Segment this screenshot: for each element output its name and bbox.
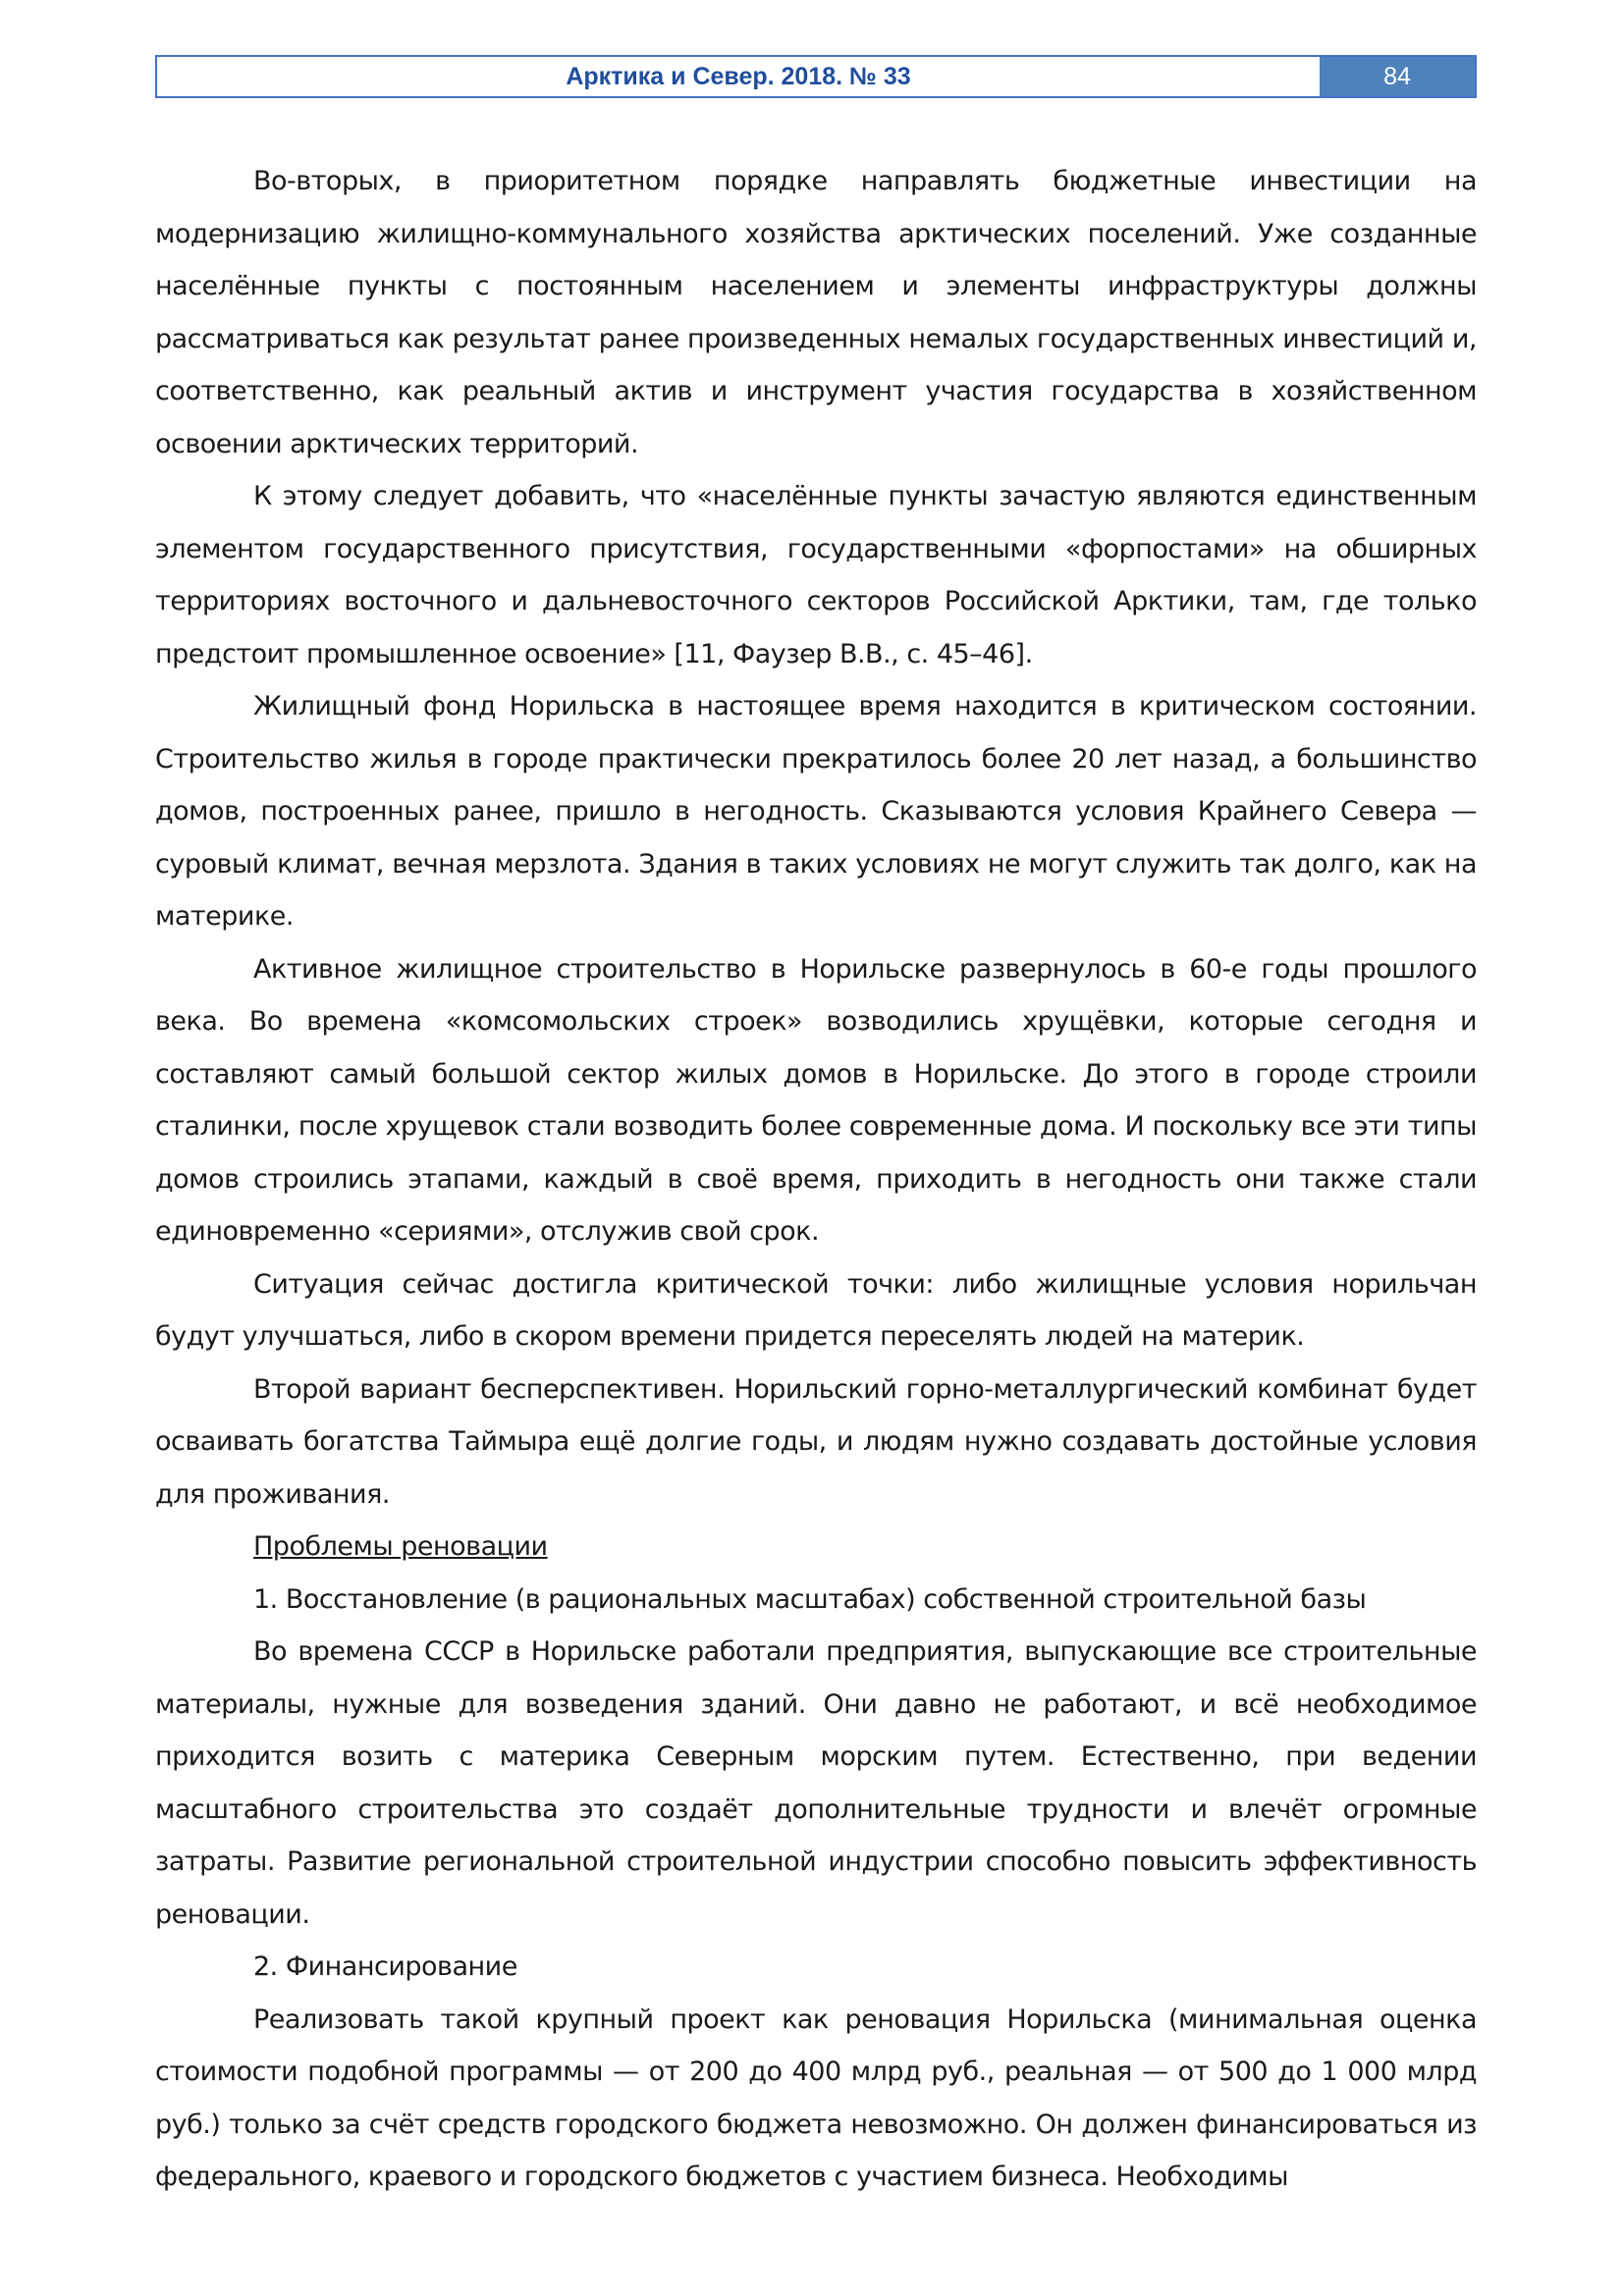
running-header bbox=[155, 55, 1477, 98]
paragraph: К этому следует добавить, что «населённые пункты зачастую являются единственным элементом государственного присутствия, государственными «форпостами» на обширных территориях восточного и дальневосточного секторов Российской Арктики, там, где только предстоит промышленное освоение» [11, Фаузер В.В., с. 45–46]. bbox=[155, 481, 1477, 669]
journal-title: Арктика и Север. 2018. № 33 bbox=[566, 62, 911, 90]
paragraph: Жилищный фонд Норильска в настоящее время находится в критическом состоянии. Строительство жилья в городе практически прекратилось более 20 лет назад, а большинство домов, построенных ранее, пришло в негодность. Сказываются условия Крайнего Севера — суровый климат, вечная мерзлота. Здания в таких условиях не могут служить так долго, как на материке. bbox=[155, 691, 1477, 932]
paragraph: Во-вторых, в приоритетном порядке направлять бюджетные инвестиции на модернизацию жилищно-коммунального хозяйства арктических поселений. Уже созданные населённые пункты с постоянным населением и элементы инфраструктуры должны рассматриваться как результат ранее произведенных немалых государственных инвестиций и, соответственно, как реальный актив и инструмент участия государства в хозяйственном освоении арктических территорий. bbox=[155, 166, 1477, 459]
paragraph: Второй вариант бесперспективен. Норильский горно-металлургический комбинат будет осваивать богатства Таймыра ещё долгие годы, и людям нужно создавать достойные условия для проживания. bbox=[155, 1373, 1477, 1510]
section-heading: Проблемы реновации bbox=[253, 1531, 548, 1562]
list-item-heading: 1. Восстановление (в рациональных масштабах) собственной строительной базы bbox=[253, 1583, 1367, 1615]
paragraph: Ситуация сейчас достигла критической точки: либо жилищные условия норильчан будут улучшаться, либо в скором времени придется переселять людей на материк. bbox=[155, 1268, 1477, 1352]
paragraph: Активное жилищное строительство в Норильске развернулось в 60-е годы прошлого века. Во времена «комсомольских строек» возводились хрущёвки, которые сегодня и составляют самый большой сектор жилых домов в Норильске. До этого в городе строили сталинки, после хрущевок стали возводить более современные дома. И поскольку все эти типы домов строились этапами, каждый в своё время, приходить в негодность они также стали единовременно «сериями», отслужив свой срок. bbox=[155, 953, 1477, 1247]
page-number: 84 bbox=[1320, 57, 1475, 96]
paragraph: Реализовать такой крупный проект как реновация Норильска (минимальная оценка стоимости подобной программы — от 200 до 400 млрд руб., реальная — от 500 до 1 000 млрд руб.) только за счёт средств городского бюджета невозможно. Он должен финансироваться из федерального, краевого и городского бюджетов с участием бизнеса. Необходимы bbox=[155, 2003, 1477, 2192]
article-body bbox=[155, 155, 1477, 2204]
section-heading-line bbox=[155, 1521, 1477, 1574]
paragraph: Во времена СССР в Норильске работали предприятия, выпускающие все строительные материалы, нужные для возведения зданий. Они давно не работают, и всё необходимое приходится возить с материка Северным морским путем. Естественно, при ведении масштабного строительства это создаёт дополнительные трудности и влечёт огромные затраты. Развитие региональной строительной индустрии способно повысить эффективность реновации. bbox=[155, 1636, 1477, 1930]
list-item-heading: 2. Финансирование bbox=[253, 1951, 517, 1982]
